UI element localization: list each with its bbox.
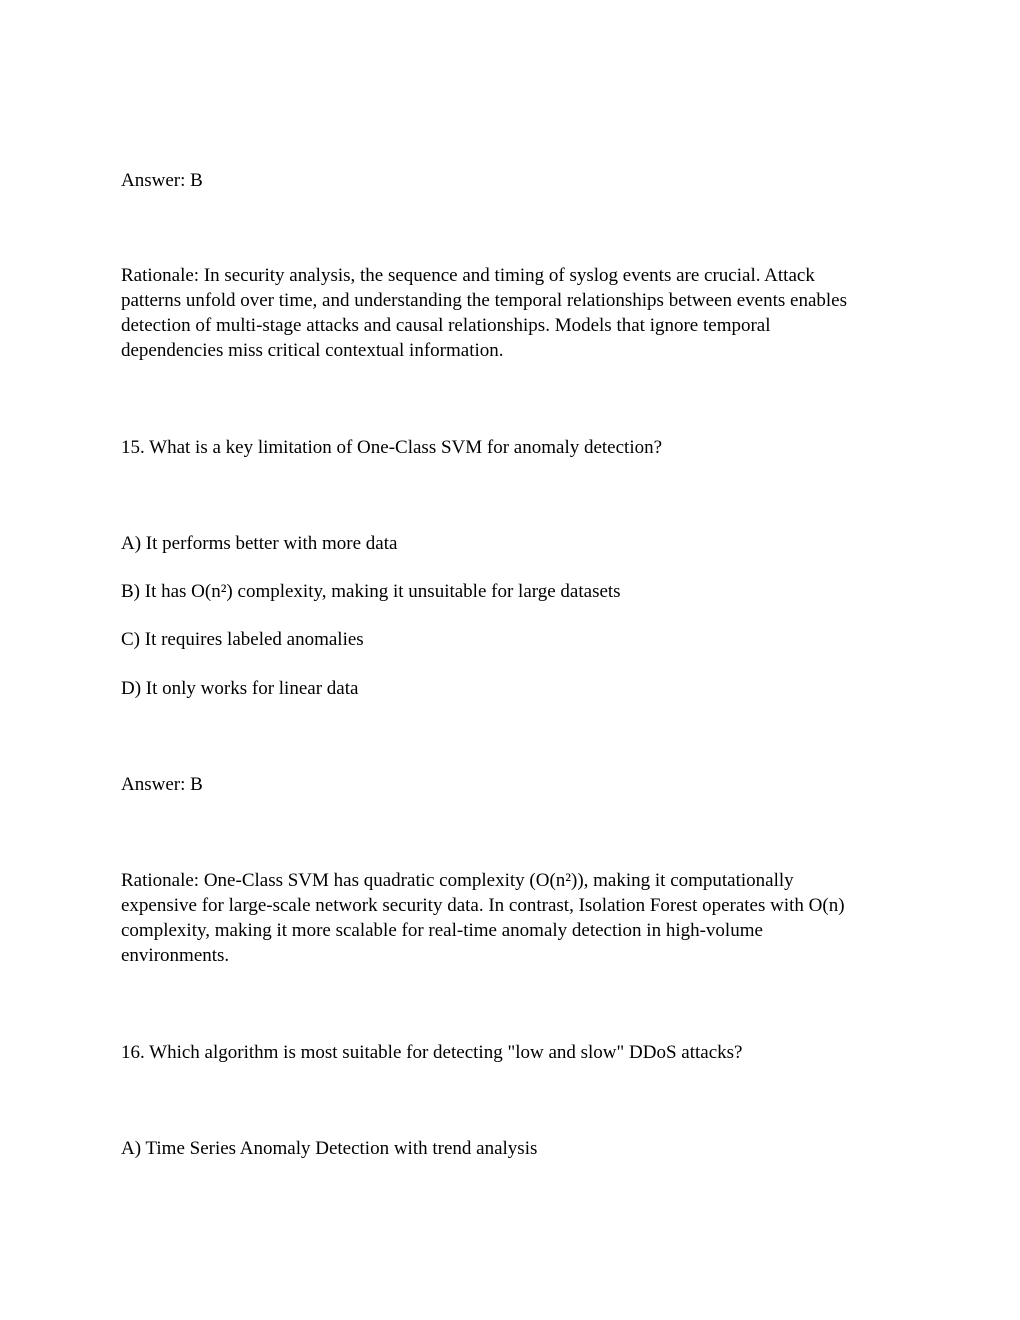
rationale-line: Rationale: In security analysis, the sequence and timing of syslog events are crucial. Attack xyxy=(121,265,815,286)
rationale-line: complexity, making it more scalable for real-time anomaly detection in high-volume xyxy=(121,920,763,941)
answer-14: Answer: B xyxy=(121,170,203,191)
option-15-c: C) It requires labeled anomalies xyxy=(121,629,364,650)
answer-15: Answer: B xyxy=(121,774,203,795)
rationale-line: patterns unfold over time, and understanding the temporal relationships between events enables xyxy=(121,290,848,311)
question-15: 15. What is a key limitation of One-Class SVM for anomaly detection? xyxy=(121,437,663,458)
rationale-line: detection of multi-stage attacks and causal relationships. Models that ignore temporal xyxy=(121,315,771,336)
option-15-b: B) It has O(n²) complexity, making it unsuitable for large datasets xyxy=(121,581,621,602)
option-15-a: A) It performs better with more data xyxy=(121,533,398,554)
rationale-15 xyxy=(121,868,911,968)
rationale-line: expensive for large-scale network security data. In contrast, Isolation Forest operates with O(n) xyxy=(121,895,845,916)
rationale-line: dependencies miss critical contextual information. xyxy=(121,340,504,361)
option-16-a: A) Time Series Anomaly Detection with trend analysis xyxy=(121,1138,538,1159)
question-16: 16. Which algorithm is most suitable for detecting "low and slow" DDoS attacks? xyxy=(121,1042,743,1063)
rationale-line: environments. xyxy=(121,945,230,966)
option-15-d: D) It only works for linear data xyxy=(121,678,359,699)
rationale-14 xyxy=(121,263,911,363)
rationale-line: Rationale: One-Class SVM has quadratic complexity (O(n²)), making it computationally xyxy=(121,870,794,891)
